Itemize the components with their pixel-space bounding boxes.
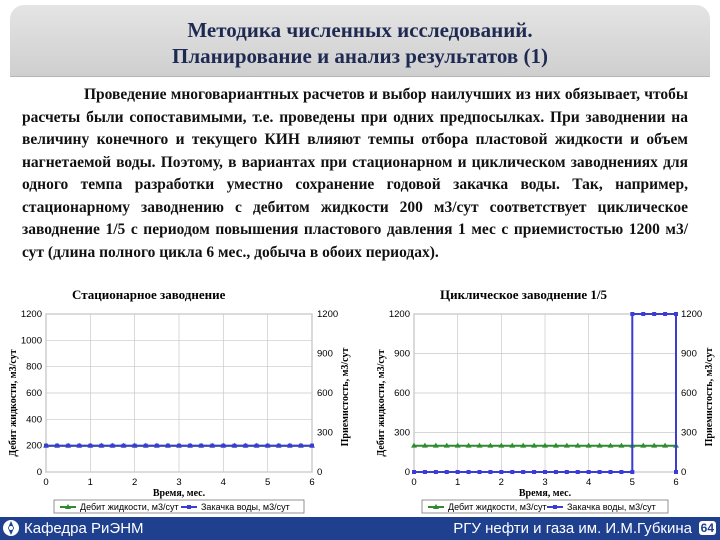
data-point [55, 444, 59, 448]
y-left-tick-label: 1200 [20, 309, 42, 320]
chart-title-cyclic: Циклическое заводнение 1/5 [440, 287, 607, 302]
data-point [133, 444, 137, 448]
data-point [310, 444, 314, 448]
chart-stationary [0, 300, 358, 515]
legend-entry: Закачка воды, м3/сут [567, 502, 656, 512]
y-left-tick-label: 0 [36, 467, 42, 478]
data-point [122, 444, 126, 448]
footer-bar [0, 517, 720, 540]
y-right-tick-label: 600 [681, 388, 697, 399]
y-left-tick-label: 1200 [388, 309, 410, 320]
x-tick-label: 0 [43, 477, 49, 488]
data-point [619, 470, 623, 474]
data-point [478, 470, 482, 474]
data-point [210, 444, 214, 448]
slide-title-box [10, 5, 710, 77]
y-right-tick-label: 0 [317, 467, 323, 478]
y-right-tick-label: 300 [681, 427, 697, 439]
data-point [277, 444, 281, 448]
data-point [554, 470, 558, 474]
body-paragraph: Проведение многовариантных расчетов и выбор наилучших из них обязывает, чтобы расчеты были сопоставимыми, т.е. проведены при одних предпосылках. При заводнении на величину конечного и текущего КИН влияют темпы отбора пластовой жидкости и объем нагнетаемой воды. Поэтому, в вариантах при стационарном и циклическом заводнениях для одного темпа разработки уместно сохранение годовой закачка воды. Так, например, стационарному заводнению с дебитом жидкости 200 м3/сут соответствует циклическое заводнение 1/5 с периодом повышения пластового давления 1 мес с приемистостью 1200 м3/сут (длина полного цикла 6 мес., добыча в обоих периодах). [22, 86, 688, 261]
data-point [565, 470, 569, 474]
data-point [412, 470, 416, 474]
data-point [244, 444, 248, 448]
slide-title-line-2: Планирование и анализ результатов (1) [172, 44, 548, 68]
data-point [299, 444, 303, 448]
x-tick-label: 6 [673, 477, 679, 488]
y-left-axis-title: Дебит жидкости, м3/сут [376, 349, 387, 457]
y-left-tick-label: 1000 [20, 335, 42, 347]
data-point [598, 470, 602, 474]
x-tick-label: 0 [411, 477, 417, 488]
y-left-tick-label: 600 [394, 388, 410, 399]
data-point [630, 312, 634, 316]
data-point [221, 444, 225, 448]
y-right-axis-title: Приемистость, м3/сут [340, 347, 351, 447]
x-tick-label: 1 [87, 477, 93, 488]
data-point [255, 444, 259, 448]
data-point [652, 312, 656, 316]
data-point [456, 470, 460, 474]
x-tick-label: 5 [265, 477, 271, 488]
x-tick-label: 4 [586, 477, 592, 488]
y-right-tick-label: 900 [681, 348, 697, 360]
data-point [488, 470, 492, 474]
y-right-tick-label: 1200 [317, 309, 339, 320]
data-point [77, 444, 81, 448]
y-left-tick-label: 400 [26, 414, 42, 426]
y-left-tick-label: 800 [26, 361, 42, 373]
data-point [232, 444, 236, 448]
data-point [155, 444, 159, 448]
x-axis-title: Время, мес. [518, 488, 572, 499]
y-left-axis-title: Дебит жидкости, м3/сут [8, 349, 19, 457]
x-tick-label: 6 [309, 477, 315, 488]
data-point [188, 444, 192, 448]
data-point [674, 312, 678, 316]
chart-cyclic [358, 300, 720, 515]
data-point [177, 444, 181, 448]
x-tick-label: 5 [629, 477, 635, 488]
y-right-tick-label: 300 [317, 427, 333, 439]
data-point [499, 470, 503, 474]
data-point [445, 470, 449, 474]
data-point [510, 470, 514, 474]
data-point [144, 444, 148, 448]
y-right-axis-title: Приемистость, м3/сут [704, 347, 715, 447]
data-point [266, 444, 270, 448]
x-tick-label: 1 [455, 477, 461, 488]
data-point [44, 444, 48, 448]
data-point [630, 470, 634, 474]
data-point [641, 312, 645, 316]
data-point [543, 470, 547, 474]
y-left-tick-label: 200 [26, 440, 42, 452]
y-left-tick-label: 900 [394, 348, 410, 360]
footer-university: РГУ нефти и газа им. И.М.Губкина [453, 520, 692, 537]
x-tick-label: 3 [542, 477, 548, 488]
data-point [166, 444, 170, 448]
x-tick-label: 2 [132, 477, 138, 488]
data-point [434, 470, 438, 474]
y-right-tick-label: 900 [317, 348, 333, 360]
legend-marker [553, 505, 557, 509]
data-point [663, 312, 667, 316]
data-point [467, 470, 471, 474]
data-point [532, 470, 536, 474]
data-point [521, 470, 525, 474]
x-tick-label: 2 [498, 477, 504, 488]
chart-legend [54, 500, 304, 513]
data-point [88, 444, 92, 448]
data-point [199, 444, 203, 448]
data-point [288, 444, 292, 448]
data-point [674, 470, 678, 474]
x-tick-label: 4 [220, 477, 226, 488]
y-right-tick-label: 600 [317, 388, 333, 399]
data-point [99, 444, 103, 448]
data-point [609, 470, 613, 474]
legend-marker [187, 505, 191, 509]
chart-legend [422, 500, 668, 513]
legend-entry: Закачка воды, м3/сут [201, 502, 290, 512]
y-right-tick-label: 1200 [681, 309, 703, 320]
y-left-tick-label: 0 [404, 467, 410, 478]
x-axis-title: Время, мес. [152, 488, 206, 499]
y-left-tick-label: 300 [394, 427, 410, 439]
footer-department: Кафедра РиЭНМ [24, 520, 144, 537]
data-point [111, 444, 115, 448]
data-point [587, 470, 591, 474]
y-right-tick-label: 0 [681, 467, 687, 478]
data-point [66, 444, 70, 448]
y-left-tick-label: 600 [26, 388, 42, 399]
page-number: 64 [700, 521, 714, 535]
slide-title-line-1: Методика численных исследований. [187, 18, 533, 42]
legend-entry: Дебит жидкости, м3/сут [80, 502, 179, 512]
data-point [423, 470, 427, 474]
x-tick-label: 3 [176, 477, 182, 488]
data-point [576, 470, 580, 474]
university-logo-icon [2, 519, 20, 537]
legend-entry: Дебит жидкости, м3/сут [448, 502, 547, 512]
chart-title-stationary: Стационарное заводнение [72, 287, 226, 302]
